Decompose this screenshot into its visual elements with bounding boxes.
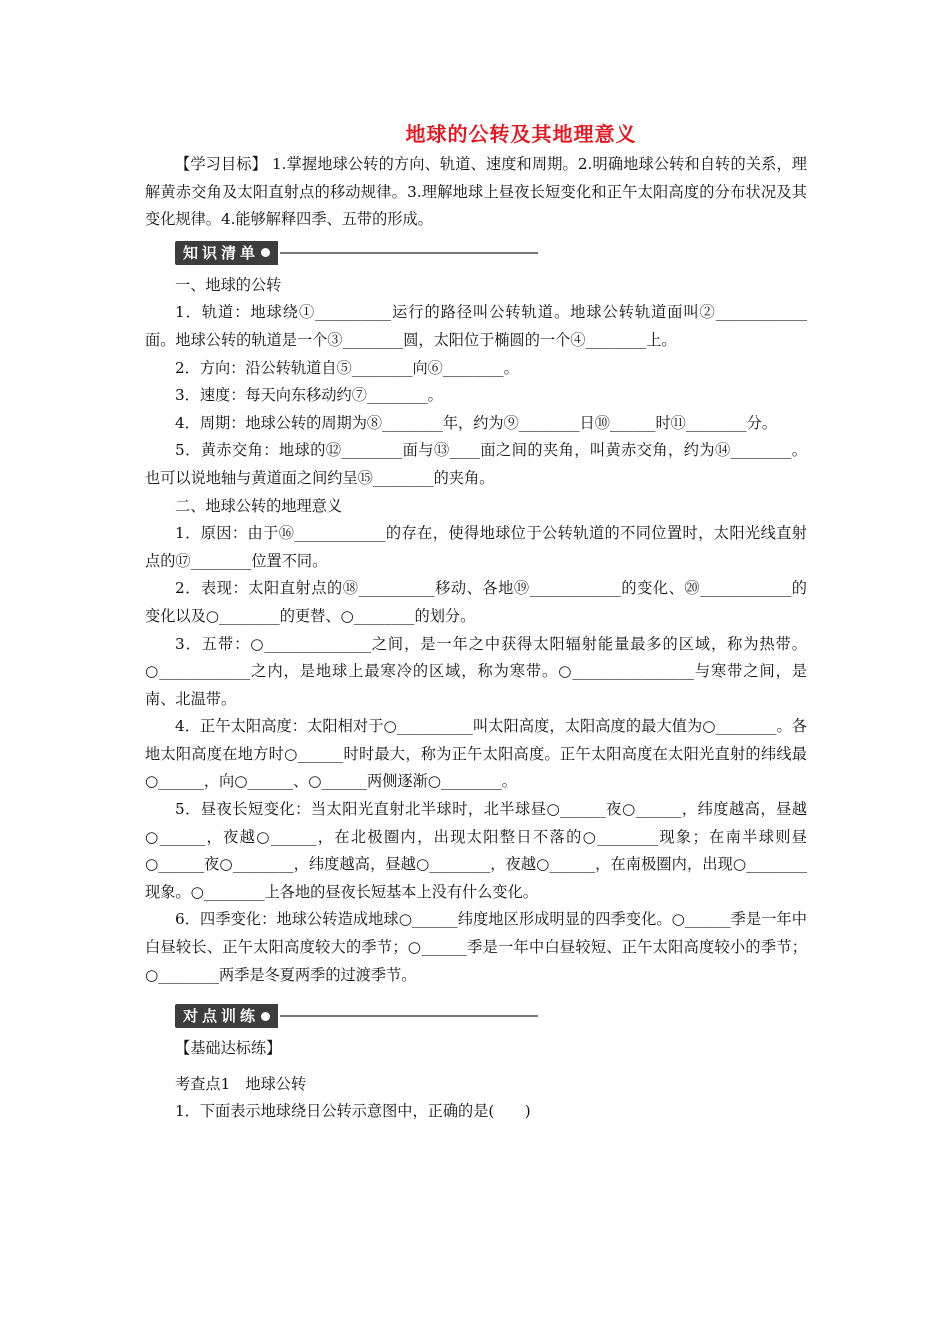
item-obliquity: 5．黄赤交角：地球的⑫________面与⑬____面之间的夹角，叫黄赤交角，约为⑭________。也可以说地轴与黄道面之间约呈⑮________的夹角。	[145, 441, 807, 487]
learning-objectives: 【学习目标】 1.掌握地球公转的方向、轨道、速度和周期。2.明确地球公转和自转的关系，理解黄赤交角及太阳直射点的移动规律。3.理解地球上昼夜长短变化和正午太阳高度的分布状况及其变化规律。4.能够解释四季、五带的形成。	[145, 155, 807, 229]
practice-badge	[175, 1004, 278, 1028]
heading-revolution: 一、地球的公转	[175, 275, 282, 294]
document-page	[145, 118, 807, 1126]
item-seasons: 6．四季变化：地球公转造成地球○______纬度地区形成明显的四季变化。○______季是一年中白昼较长、正午太阳高度较大的季节；○______季是一年中白昼较短、正午太阳高度较小的季节；○________两季是冬夏两季的过渡季节。	[145, 910, 807, 984]
item-manifestation: 2．表现：太阳直射点的⑱__________移动、各地⑲____________的变化、⑳____________的变化以及○________的更替、○________的划分。	[145, 579, 807, 625]
item-direction: 2．方向：沿公转轨道自⑤________向⑥________。	[175, 358, 519, 377]
header-divider	[280, 1015, 538, 1017]
item-five-zones: 3．五带：○______________之间，是一年之中获得太阳辐射能量最多的区域，称为热带。○____________之内，是地球上最寒冷的区域，称为寒带。○________________与寒带之间，是南、北温带。	[145, 634, 807, 708]
knowledge-list-badge	[175, 241, 278, 265]
basic-level-label: 【基础达标练】	[175, 1039, 282, 1058]
exam-point: 考查点1 地球公转	[175, 1074, 307, 1093]
page-title: 地球的公转及其地理意义	[405, 122, 637, 146]
practice-header	[175, 1003, 807, 1029]
header-divider	[280, 252, 538, 254]
item-cause: 1．原因：由于⑯____________的存在，使得地球位于公转轨道的不同位置时，太阳光线直射点的⑰________位置不同。	[145, 524, 807, 570]
heading-significance: 二、地球公转的地理意义	[175, 496, 343, 515]
item-speed: 3．速度：每天向东移动约⑦________。	[175, 386, 443, 405]
practice-label: 对点训练	[183, 1007, 260, 1026]
item-period: 4．周期：地球公转的周期为⑧________年，约为⑨________日⑩______时⑪________分。	[175, 413, 777, 432]
question-1: 1．下面表示地球绕日公转示意图中，正确的是( )	[175, 1102, 531, 1121]
item-solar-altitude: 4．正午太阳高度：太阳相对于○__________叫太阳高度，太阳高度的最大值为○________。各地太阳高度在地方时○______时时最大，称为正午太阳高度。正午太阳高度在太阳光直射的纬线最○______，向○______、○______两侧逐渐○________。	[145, 717, 807, 791]
item-day-night: 5．昼夜长短变化：当太阳光直射北半球时，北半球昼○______夜○______，纬度越高，昼越○______，夜越○______，在北极圈内，出现太阳整日不落的○________现象；在南半球则昼○______夜○________，纬度越高，昼越○________，夜越○______，在南极圈内，出现○________现象。○________上各地的昼夜长短基本上没有什么变化。	[145, 800, 807, 901]
knowledge-list-label: 知识清单	[183, 243, 260, 262]
item-orbit: 1．轨道：地球绕①__________运行的路径叫公转轨道。地球公转轨道面叫②____________面。地球公转的轨道是一个③________圆，太阳位于椭圆的一个④________上。	[145, 303, 807, 349]
dot-icon	[261, 248, 270, 257]
knowledge-list-header	[175, 240, 807, 266]
dot-icon	[261, 1012, 270, 1021]
